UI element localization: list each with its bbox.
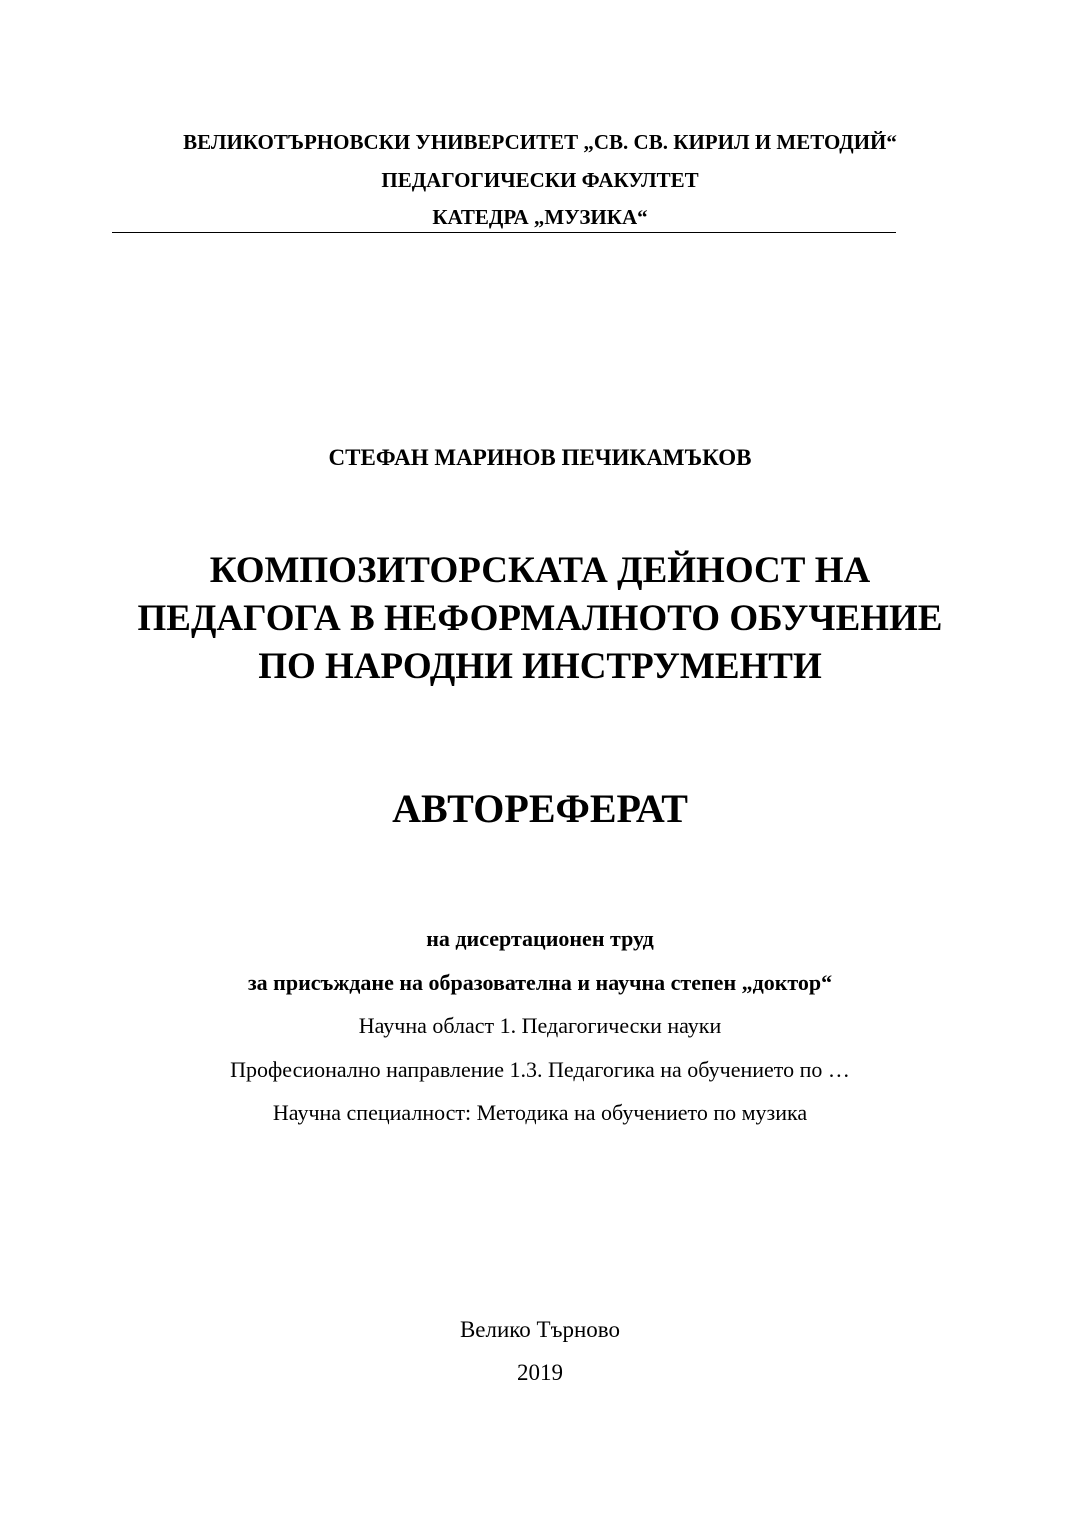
scientific-specialty: Научна специалност: Методика на обучението по музика bbox=[272, 1100, 808, 1125]
dissertation-title-line-3: ПО НАРОДНИ ИНСТРУМЕНТИ bbox=[258, 646, 822, 687]
professional-direction: Професионално направление 1.3. Педагогика на обучението по … bbox=[230, 1057, 850, 1082]
document-type: АВТОРЕФЕРАТ bbox=[392, 786, 688, 831]
department-name: КАТЕДРА „МУЗИКА“ bbox=[432, 205, 648, 229]
scientific-field: Научна област 1. Педагогически науки bbox=[358, 1013, 722, 1038]
description-line-1: на дисертационен труд bbox=[426, 926, 654, 951]
dissertation-title-line-2: ПЕДАГОГА В НЕФОРМАЛНОТО ОБУЧЕНИЕ bbox=[137, 598, 943, 639]
header-divider bbox=[112, 232, 896, 233]
dissertation-title-line-1: КОМПОЗИТОРСКАТА ДЕЙНОСТ НА bbox=[209, 550, 871, 591]
city: Велико Търново bbox=[459, 1317, 621, 1342]
university-name: ВЕЛИКОТЪРНОВСКИ УНИВЕРСИТЕТ „СВ. СВ. КИРИЛ И МЕТОДИЙ“ bbox=[183, 130, 897, 154]
author-name: СТЕФАН МАРИНОВ ПЕЧИКАМЪКОВ bbox=[328, 445, 752, 470]
year: 2019 bbox=[517, 1360, 563, 1385]
description-line-2: за присъждане на образователна и научна степен „доктор“ bbox=[247, 970, 833, 995]
faculty-name: ПЕДАГОГИЧЕСКИ ФАКУЛТЕТ bbox=[381, 168, 699, 192]
